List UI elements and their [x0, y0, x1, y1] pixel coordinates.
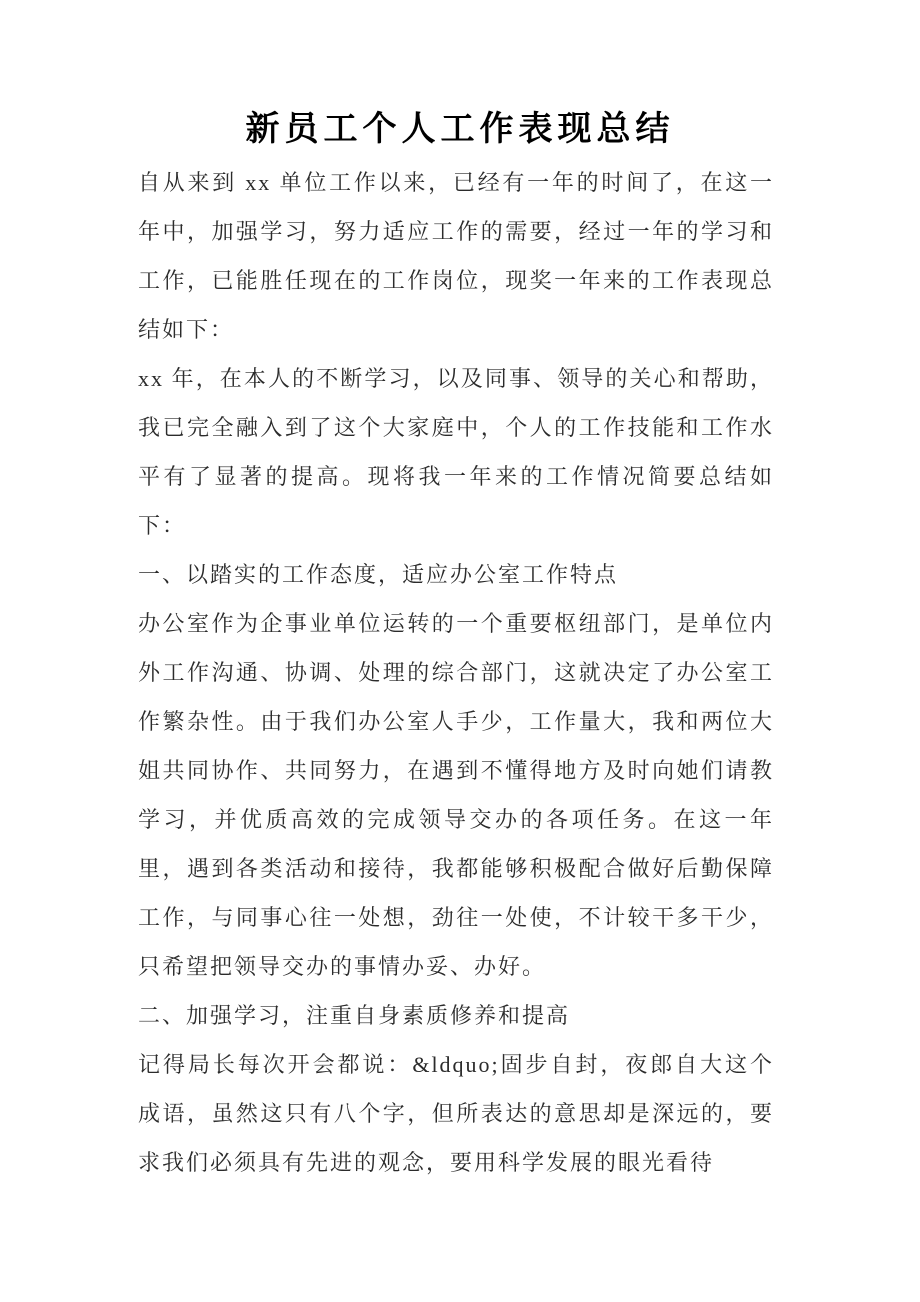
section-heading-2: 二、加强学习，注重自身素质修养和提高	[138, 1003, 571, 1028]
document-body	[138, 158, 774, 1187]
paragraph-section-2: 记得局长每次开会都说：&ldquo;固步自封，夜郎自大这个成语，虽然这只有八个字，但所表达的意思却是深远的，要求我们必须具有先进的观念，要用科学发展的眼光看待	[138, 1052, 774, 1175]
document-title: 新员工个人工作表现总结	[245, 111, 675, 148]
section-heading-1: 一、以踏实的工作态度，适应办公室工作特点	[138, 562, 619, 587]
paragraph-intro: 自从来到 xx 单位工作以来，已经有一年的时间了，在这一年中，加强学习，努力适应工作的需要，经过一年的学习和工作，已能胜任现在的工作岗位，现奖一年来的工作表现总结如下：	[138, 170, 774, 342]
paragraph-section-1: 办公室作为企事业单位运转的一个重要枢纽部门，是单位内外工作沟通、协调、处理的综合部门，这就决定了办公室工作繁杂性。由于我们办公室人手少，工作量大，我和两位大姐共同协作、共同努力，在遇到不懂得地方及时向她们请教学习，并优质高效的完成领导交办的各项任务。在这一年里，遇到各类活动和接待，我都能够积极配合做好后勤保障工作，与同事心往一处想，劲往一处使，不计较干多干少，只希望把领导交办的事情办妥、办好。	[138, 611, 774, 979]
paragraph-overview: xx 年，在本人的不断学习，以及同事、领导的关心和帮助，我已完全融入到了这个大家庭中，个人的工作技能和工作水平有了显著的提高。现将我一年来的工作情况简要总结如下：	[138, 366, 774, 538]
